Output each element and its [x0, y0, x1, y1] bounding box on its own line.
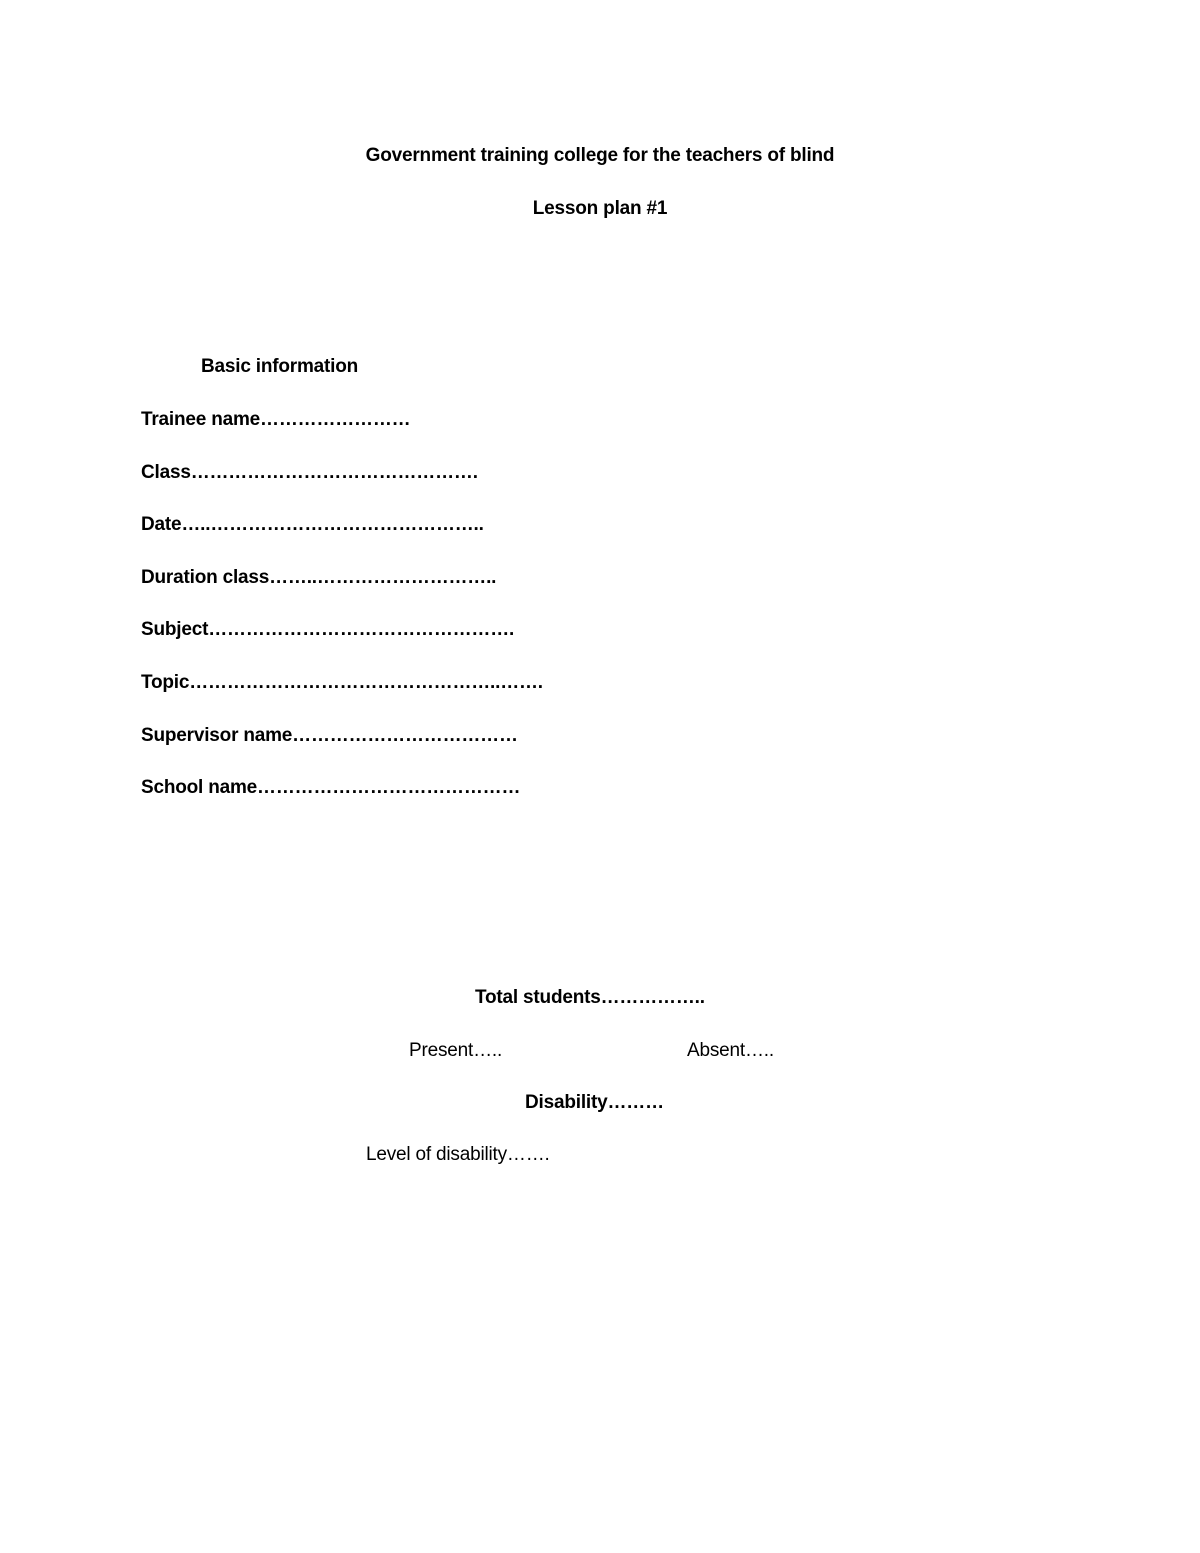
topic-field: Topic…………………………………………..…….	[141, 672, 543, 693]
section-heading: Basic information	[201, 356, 359, 377]
school-name-field: School name……………………………………	[141, 777, 521, 798]
supervisor-name-field: Supervisor name………………………………	[141, 725, 518, 746]
trainee-name-field: Trainee name……………………	[141, 409, 411, 430]
absent-field: Absent…..	[687, 1040, 774, 1061]
level-of-disability-field: Level of disability…….	[366, 1144, 550, 1165]
subject-field: Subject………………………………………….	[141, 619, 515, 640]
class-field: Class……………………………………….	[141, 462, 478, 483]
present-field: Present…..	[409, 1040, 503, 1061]
date-field: Date…..……………………………………..	[141, 514, 484, 535]
document-title: Government training college for the teachers of blind	[365, 145, 835, 166]
lesson-plan-heading: Lesson plan #1	[532, 198, 668, 219]
disability-field: Disability………	[525, 1092, 664, 1113]
duration-class-field: Duration class……..………………………..	[141, 567, 497, 588]
total-students-field: Total students……………..	[475, 987, 705, 1008]
